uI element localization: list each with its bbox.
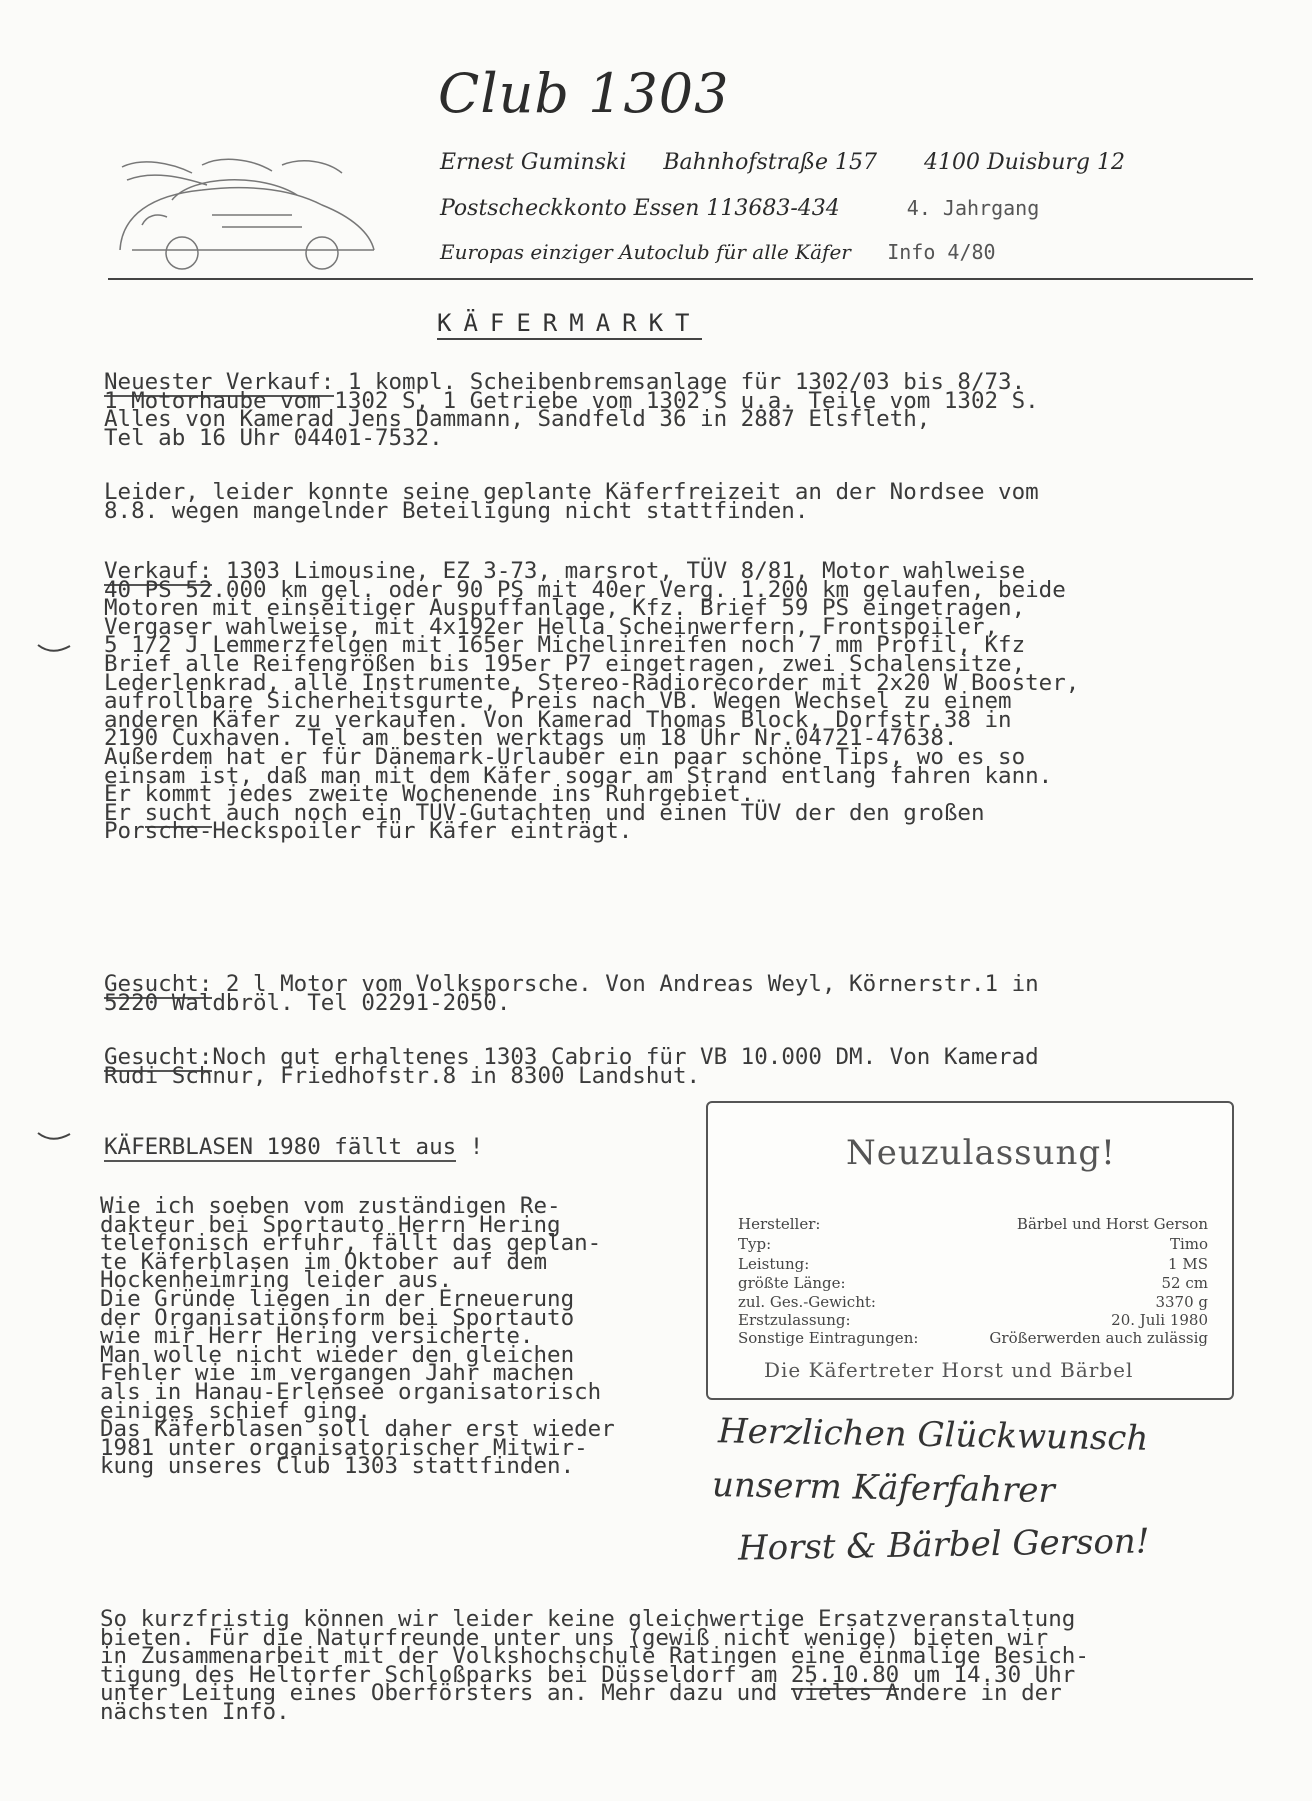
club-street: Bahnhofstraße 157 <box>663 150 877 175</box>
kaeferblasen-heading: KÄFERBLASEN 1980 fällt aus ! <box>104 1134 484 1160</box>
stamp-row: Typ: Timo <box>738 1235 1208 1253</box>
info-issue: Info 4/80 <box>887 240 996 264</box>
beetle-car-logo-icon <box>112 155 382 275</box>
stamp-row: zul. Ges.-Gewicht: 3370 g <box>738 1293 1208 1311</box>
section-title: KÄFERMARKT <box>437 309 702 340</box>
club-title: Club 1303 <box>438 62 730 125</box>
stamp-title: Neuzulassung! <box>846 1133 1116 1173</box>
kaeferblasen-body: Wie ich soeben vom zuständigen Re- dakteur bei Sportauto Herrn Hering telefonisch erfuhr, fällt das geplan- te Käferblasen im Oktober auf dem Hockenheimring leider aus. Die Gründe liegen in der Erneuerung der Organisationsform bei Sportauto wie mir Herr Hering versicherte. Man wolle nicht wieder den gleichen Fehler wie im vergangen Jahr machen als in Hanau-Erlensee organisatorisch einiges schief ging. Das Käferblasen soll daher erst wieder 1981 unter organisatorischer Mitwir- kung unseres Club 1303 stattfinden. <box>100 1193 615 1480</box>
stamp-row: größte Länge: 52 cm <box>738 1274 1208 1292</box>
stamp-row: Hersteller: Bärbel und Horst Gerson <box>738 1215 1208 1233</box>
header-line-3 <box>440 240 996 264</box>
volume-year: 4. Jahrgang <box>906 196 1040 220</box>
header-divider <box>108 278 1253 280</box>
ad-sale-limousine: Verkauf: 1303 Limousine, EZ 3-73, marsrot, TÜV 8/81, Motor wahlweise 40 PS 52.000 km gel. oder 90 PS mit 40er Verg. 1.200 km gelaufen, beide Motoren mit einseitiger Auspuffanlage, Kfz. Brief 59 PS eingetragen, Vergaser wahlweise, mit 4x192er Hella Scheinwerfern, Frontspoiler, 5 1/2 J Lemmerzfelgen mit 165er Michelinreifen noch 7 mm Profil, Kfz Brief alle Reifengrößen bis 195er P7 eingetragen, zwei Schalensitze, Lederlenkrad, alle Instrumente, Stereo-Radiorecorder mit 2x20 W Booster, aufrollbare Sicherheitsgurte, Preis nach VB. Wegen Wechsel zu einem anderen Käfer zu verkaufen. Von Kamerad Thomas Block, Dorfstr.38 in 2190 Cuxhaven. Tel am besten werktags um 18 Uhr Nr.04721-47638. Außerdem hat er für Dänemark-Urlauber ein paar schöne Tips, wo es so einsam ist, daß man mit dem Käfer sogar am Strand entlang fahren kann. Er kommt jedes zweite Wochenende ins Ruhrgebiet. Er sucht auch noch ein TÜV-Gutachten und einen TÜV der den großen Porsche-Heckspoiler für Käfer einträgt. <box>104 558 1080 845</box>
club-owner-name: Ernest Guminski <box>440 150 627 175</box>
closing-paragraph: So kurzfristig können wir leider keine gleichwertige Ersatzveranstaltung bieten. Für die Naturfreunde unter uns (gewiß nicht wenige) bieten wir in Zusammenarbeit mit der Volkshochschule Ratingen eine einmalige Besich- tigung des Heltorfer Schloßparks bei Düsseldorf am 25.10.80 um 14.30 Uhr unter Leitung eines Oberförsters an. Mehr dazu und vieles Andere in der nächsten Info. <box>100 1606 1089 1725</box>
ad-wanted-engine: Gesucht: 2 l Motor vom Volksporsche. Von Andreas Weyl, Körnerstr.1 in 5220 Waldbröl. Tel 02291-2050. <box>104 971 1039 1016</box>
ad-label: Gesucht: <box>104 1044 213 1070</box>
stamp-row: Erstzulassung: 20. Juli 1980 <box>738 1311 1208 1329</box>
ad-label: Gesucht: <box>104 971 213 997</box>
stamp-row: Sonstige Eintragungen: Größerwerden auch zulässig <box>738 1329 1208 1347</box>
ad-wanted-cabrio: Gesucht:Noch gut erhaltenes 1303 Cabrio für VB 10.000 DM. Von Kamerad Rudi Schnur, Friedhofstr.8 in 8300 Landshut. <box>104 1044 1039 1089</box>
stamp-footer: Die Käfertreter Horst und Bärbel <box>764 1358 1134 1382</box>
event-date: 25.10.80 <box>790 1661 900 1688</box>
ad-newest-sale: Neuester Verkauf: 1 kompl. Scheibenbremsanlage für 1302/03 bis 8/73. 1 Motorhaube vom 1302 S, 1 Getriebe vom 1302 S u.a. Teile vom 1302 S. Alles von Kamerad Jens Dammann, Sandfeld 36 in 2887 Elsfleth, Tel ab 16 Uhr 04401-7532. <box>104 369 1039 451</box>
ad-label: Neuester Verkauf: <box>104 369 335 395</box>
header-line-1 <box>440 150 1125 175</box>
ad-label: Verkauf: <box>104 558 213 584</box>
club-city: 4100 Duisburg 12 <box>924 150 1125 175</box>
handwritten-line-3: Horst & Bärbel Gerson! <box>737 1521 1150 1569</box>
stamp-row: Leistung: 1 MS <box>738 1255 1208 1273</box>
header-line-2 <box>440 196 1039 221</box>
margin-mark-icon <box>36 642 72 656</box>
notice-paragraph: Leider, leider konnte seine geplante Käferfreizeit an der Nordsee vom 8.8. wegen mangelnder Beteiligung nicht stattfinden. <box>104 479 1039 524</box>
handwritten-line-1: Herzlichen Glückwunsch <box>717 1411 1149 1459</box>
birth-announcement-stamp <box>706 1101 1234 1400</box>
handwritten-line-2: unserm Käferfahrer <box>711 1465 1056 1511</box>
margin-mark-icon <box>36 1130 72 1144</box>
postal-account: Postscheckkonto Essen 113683-434 <box>440 196 840 221</box>
club-slogan: Europas einziger Autoclub für alle Käfer <box>440 240 851 264</box>
